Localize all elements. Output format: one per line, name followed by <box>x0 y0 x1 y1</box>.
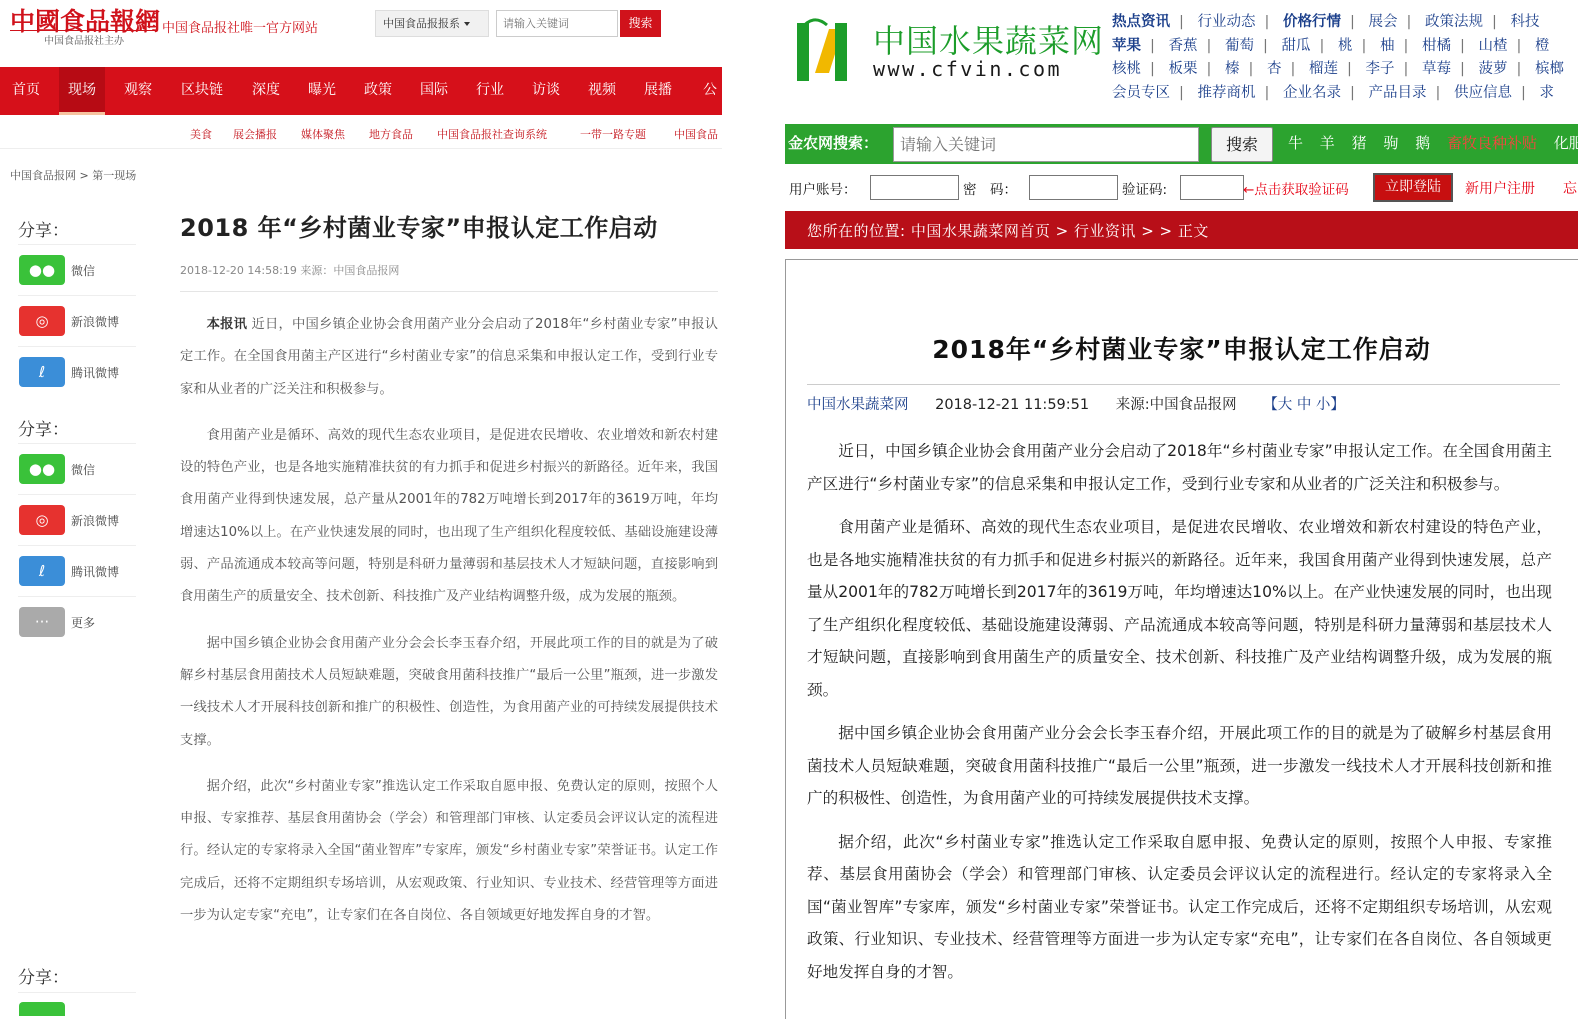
wechat-icon: ●● <box>19 255 65 285</box>
livestock-link[interactable]: 驹 <box>1383 134 1399 152</box>
article-paragraph <box>180 309 718 406</box>
top-link[interactable]: 榛 <box>1225 61 1240 77</box>
password-input[interactable] <box>1029 175 1118 200</box>
username-input[interactable] <box>870 175 959 200</box>
search-input[interactable] <box>496 10 618 37</box>
article-title: 2018年“乡村菌业专家”申报认定工作启动 <box>932 335 1431 364</box>
top-links-row-3: 核桃 | 板栗 | 榛 | 杏 | 榴莲 | 李子 | 草莓 | 菠萝 | 槟榔 <box>1112 57 1564 78</box>
search-bar <box>785 124 1584 164</box>
nav-item-interview[interactable]: 访谈 <box>532 82 560 98</box>
top-link[interactable]: 热点资讯 <box>1112 14 1170 30</box>
article-paragraph: 近日，中国乡镇企业协会食用菌产业分会启动了2018年“乡村菌业专家”申报认定工作。在全国食用菌主产区进行“乡村菌业专家”的信息采集和申报认定工作，受到行业专家和从业者的广泛关注和积极参与。 <box>807 442 1552 493</box>
captcha-label: 验证码: <box>1122 182 1168 198</box>
article-text: 近日，中国乡镇企业协会食用菌产业分会启动了2018年“乡村菌业专家”申报认定工作。在全国食用菌主产区进行“乡村菌业专家”的信息采集和申报认定工作，受到行业专家和从业者的广泛关注和积极参与。 <box>180 317 719 397</box>
wechat-icon <box>19 1002 65 1016</box>
tencent-weibo-icon: ℓ <box>19 357 65 387</box>
nav-item-policy[interactable]: 政策 <box>364 82 392 98</box>
top-link[interactable]: 供应信息 <box>1454 85 1512 101</box>
weibo-icon: ◎ <box>19 505 65 535</box>
search-button[interactable]: 搜索 <box>1211 127 1273 162</box>
article-site[interactable]: 中国水果蔬菜网 <box>807 397 909 413</box>
top-link[interactable]: 企业名录 <box>1283 85 1341 101</box>
share-label-text: 更多 <box>71 616 96 630</box>
site-scope-select[interactable] <box>375 10 489 37</box>
article-paragraph: 据介绍，此次“乡村菌业专家”推选认定工作采取自愿申报、免费认定的原则，按照个人申报、专家推荐、基层食用菌协会（学会）和管理部门审核、认定委员会评议认定的流程进行。经认定的专家将录入全国“菌业智库”专家库，颁发“乡村菌业专家”荣誉证书。认定工作完成后，还将不定期组织专场培训，从宏观政策、行业知识、专业技术、经营管理等方面进一步为认定专家“充电”，让专家们在各自岗位、各自领域更好地发挥自身的才智。 <box>180 778 718 924</box>
fertilizer-link[interactable]: 化肥 <box>1553 134 1584 152</box>
breadcrumb[interactable]: 中国食品报网 > 第一现场 <box>10 169 137 182</box>
share-more[interactable] <box>18 596 136 646</box>
top-link[interactable]: 会员专区 <box>1112 85 1170 101</box>
article-paragraph: 据中国乡镇企业协会食用菌产业分会会长李玉春介绍，开展此项工作的目的就是为了破解乡村基层食用菌技术人员短缺难题，突破食用菌科技推广“最后一公里”瓶颈，进一步激发一线技术人才开展科技创新和推广的积极性、创造性，为食用菌产业的可持续发展提供技术支撑。 <box>807 724 1552 807</box>
top-link[interactable]: 推荐商机 <box>1197 85 1256 101</box>
article-source: 来源:中国食品报网 <box>1115 397 1237 413</box>
article-paragraph: 食用菌产业是循环、高效的现代生态农业项目，是促进农民增收、农业增效和新农村建设的特色产业，也是各地实施精准扶贫的有力抓手和促进乡村振兴的新路径。近年来，我国食用菌产业得到快速发展，总产量从2001年的782万吨增长到2017年的3619万吨，年均增速达10%以上。在产业快速发展的同时，也出现了生产组织化程度较低、基础设施建设薄弱、产品流通成本较高等问题，特别是科研力量薄弱和基层技术人才短缺问题，直接影响到食用菌生产的质量安全、技术创新、科技推广及产业结构调整升级，成为发展的瓶颈。 <box>807 518 1552 699</box>
nav-item-blockchain[interactable]: 区块链 <box>181 82 223 98</box>
subnav-item[interactable]: 地方食品 <box>369 128 413 141</box>
font-size-toggle[interactable]: 【大 中 小】 <box>1263 397 1345 413</box>
top-link[interactable]: 核桃 <box>1112 61 1141 77</box>
article-title: 2018 年“乡村菌业专家”申报认定工作启动 <box>180 214 658 242</box>
top-link[interactable]: 求 <box>1539 85 1554 101</box>
share-label: 分享： <box>18 968 69 988</box>
forgot-link[interactable]: 忘 <box>1563 181 1577 197</box>
article-datetime: 2018-12-21 11:59:51 <box>935 397 1090 413</box>
subnav-item[interactable]: 美食 <box>190 128 212 141</box>
share-label-text: 微信 <box>71 264 96 278</box>
livestock-link[interactable]: 猪 <box>1351 134 1367 152</box>
nav-item-broadcast[interactable]: 展播 <box>644 82 672 98</box>
top-link[interactable]: 葡萄 <box>1225 38 1254 54</box>
share-tencent-weibo[interactable] <box>18 545 136 595</box>
livestock-link[interactable]: 羊 <box>1319 134 1335 152</box>
share-tencent-weibo[interactable] <box>18 346 136 396</box>
top-link[interactable]: 政策法规 <box>1425 14 1483 30</box>
top-link[interactable]: 甜瓜 <box>1281 38 1311 54</box>
top-link[interactable]: 板栗 <box>1168 61 1198 77</box>
top-links-row-1: 热点资讯 | 行业动态 | 价格行情 | 展会 | 政策法规 | 科技 <box>1112 10 1540 31</box>
nav-item-observe[interactable]: 观察 <box>124 82 152 98</box>
share-label-text: 腾讯微博 <box>71 366 120 380</box>
share-label-text: 微信 <box>71 463 96 477</box>
top-link[interactable]: 榴莲 <box>1309 61 1338 77</box>
top-link[interactable]: 科技 <box>1510 14 1540 30</box>
article-paragraph: 食用菌产业是循环、高效的现代生态农业项目，是促进农民增收、农业增效和新农村建设的特色产业，也是各地实施精准扶贫的有力抓手和促进乡村振兴的新路径。近年来，我国食用菌产业得到快速发展，总产量从2001年的782万吨增长到2017年的3619万吨，年均增速达10%以上。在产业快速发展的同时，也出现了生产组织化程度较低、基础设施建设薄弱、产品流通成本较高等问题，特别是科研力量薄弱和基层技术人才短缺问题，直接影响到食用菌生产的质量安全、技术创新、科技推广及产业结构调整升级，成为发展的瓶颈。 <box>180 427 718 605</box>
nav-item-international[interactable]: 国际 <box>420 82 448 98</box>
username-label: 用户账号： <box>789 182 857 198</box>
top-links-row-2: 苹果 | 香蕉 | 葡萄 | 甜瓜 | 桃 | 柚 | 柑橘 | 山楂 | 橙 <box>1112 34 1550 55</box>
article-meta <box>807 393 1345 414</box>
site-logo-icon[interactable] <box>793 15 851 85</box>
article-body <box>807 435 1552 999</box>
top-link[interactable]: 柚 <box>1380 38 1395 54</box>
sub-nav <box>0 115 722 149</box>
top-link[interactable]: 苹果 <box>1112 38 1141 54</box>
top-link[interactable]: 橙 <box>1535 38 1550 54</box>
share-label-text: 腾讯微博 <box>71 565 120 579</box>
share-wechat[interactable] <box>18 443 136 493</box>
nav-item-home[interactable]: 首页 <box>12 82 40 98</box>
article-body <box>180 309 718 946</box>
food-news-page <box>0 0 722 1016</box>
share-wechat[interactable] <box>18 244 136 294</box>
logo-divider <box>10 30 155 31</box>
fruit-veg-page <box>785 0 1584 1016</box>
top-link[interactable]: 杏 <box>1267 61 1282 77</box>
nav-item-industry[interactable]: 行业 <box>476 82 504 98</box>
header <box>0 0 722 66</box>
article-lead: 本报讯 <box>206 317 248 332</box>
search-input[interactable] <box>893 127 1199 162</box>
top-link[interactable]: 槟榔 <box>1535 61 1564 77</box>
more-icon: ··· <box>19 607 65 637</box>
site-logo-url: www.cfvin.com <box>873 57 1063 81</box>
top-link[interactable]: 价格行情 <box>1283 14 1341 30</box>
share-sina-weibo[interactable] <box>18 494 136 544</box>
top-link[interactable]: 展会 <box>1368 14 1398 30</box>
tencent-weibo-icon: ℓ <box>19 556 65 586</box>
subnav-item[interactable]: 媒体聚焦 <box>301 128 345 141</box>
article-meta: 2018-12-20 14:58:19 来源：中国食品报网 <box>180 264 400 277</box>
subnav-item[interactable]: 中国食品 <box>674 128 718 141</box>
site-logo[interactable]: 中國食品報網 <box>10 7 161 36</box>
search-label: 金农网搜索： <box>788 134 879 152</box>
captcha-input[interactable] <box>1180 175 1244 200</box>
logo-subtitle: 中国食品报社主办 <box>44 36 124 47</box>
chevron-down-icon <box>464 22 470 26</box>
search-button[interactable]: 搜索 <box>620 10 661 37</box>
login-row <box>785 164 1578 209</box>
livestock-link[interactable]: 鹅 <box>1415 134 1431 152</box>
share-label: 分享： <box>18 221 69 241</box>
divider <box>180 291 718 292</box>
livestock-link[interactable]: 牛 <box>1288 134 1304 152</box>
top-link[interactable]: 产品目录 <box>1368 85 1427 101</box>
top-links-row-4: 会员专区 | 推荐商机 | 企业名录 | 产品目录 | 供应信息 | 求 <box>1112 81 1554 102</box>
share-label: 分享： <box>18 420 69 440</box>
top-link[interactable]: 李子 <box>1365 61 1395 77</box>
article-paragraph: 据介绍，此次“乡村菌业专家”推选认定工作采取自愿申报、免费认定的原则，按照个人申报、专家推荐、基层食用菌协会（学会）和管理部门审核、认定委员会评议认定的流程进行。经认定的专家将录入全国“菌业智库”专家库，颁发“乡村菌业专家”荣誉证书。认定工作完成后，还将不定期组织专场培训，从宏观政策、行业知识、专业技术、经营管理等方面进一步为认定专家“充电”，让专家们在各自岗位、各自领域更好地发挥自身的才智。 <box>807 832 1552 981</box>
weibo-icon: ◎ <box>19 306 65 336</box>
share-label-text: 新浪微博 <box>71 514 120 528</box>
subnav-item[interactable]: 一带一路专题 <box>580 128 646 141</box>
nav-item-exposure[interactable]: 曝光 <box>308 82 336 98</box>
nav-item-public[interactable]: 公 <box>703 82 717 98</box>
breadcrumb[interactable]: 您所在的位置: 中国水果蔬菜网首页 > 行业资讯 > > 正文 <box>807 222 1209 240</box>
top-link[interactable]: 草莓 <box>1422 61 1451 77</box>
login-button[interactable]: 立即登陆 <box>1373 173 1453 202</box>
captcha-hint[interactable]: ←点击获取验证码 <box>1243 182 1349 198</box>
top-link[interactable]: 行业动态 <box>1197 14 1256 30</box>
password-label: 密 码： <box>963 182 1017 198</box>
share-label-text: 新浪微博 <box>71 315 120 329</box>
nav-item-depth[interactable]: 深度 <box>252 82 280 98</box>
main-nav <box>0 67 722 115</box>
register-link[interactable]: 新用户注册 <box>1465 181 1535 197</box>
top-link[interactable]: 桃 <box>1338 38 1353 54</box>
share-sina-weibo[interactable] <box>18 295 136 345</box>
site-scope-value: 中国食品报报系 <box>383 17 460 30</box>
nav-item-video[interactable]: 视频 <box>588 82 616 98</box>
nav-item-scene[interactable]: 现场 <box>59 67 105 115</box>
wechat-icon: ●● <box>19 454 65 484</box>
livestock-links <box>1288 132 1596 153</box>
divider <box>807 384 1560 385</box>
article-paragraph: 据中国乡镇企业协会食用菌产业分会会长李玉春介绍，开展此项工作的目的就是为了破解乡村基层食用菌技术人员短缺难题，突破食用菌科技推广“最后一公里”瓶颈，进一步激发一线技术人才开展科技创新和推广的积极性、创造性，为食用菌产业的可持续发展提供技术支撑。 <box>180 635 718 748</box>
subnav-item[interactable]: 展会播报 <box>233 128 277 141</box>
top-link[interactable]: 山楂 <box>1478 38 1508 54</box>
site-logo-name[interactable]: 中国水果蔬菜网 <box>873 22 1105 60</box>
top-link[interactable]: 香蕉 <box>1168 38 1198 54</box>
site-slogan: 中国食品报社唯一官方网站 <box>162 21 319 36</box>
subnav-item[interactable]: 中国食品报社查询系统 <box>437 128 547 141</box>
subsidy-link[interactable]: 畜牧良种补贴 <box>1446 134 1537 152</box>
location-bar <box>785 211 1578 249</box>
top-link[interactable]: 柑橘 <box>1422 38 1451 54</box>
top-link[interactable]: 菠萝 <box>1478 61 1508 77</box>
